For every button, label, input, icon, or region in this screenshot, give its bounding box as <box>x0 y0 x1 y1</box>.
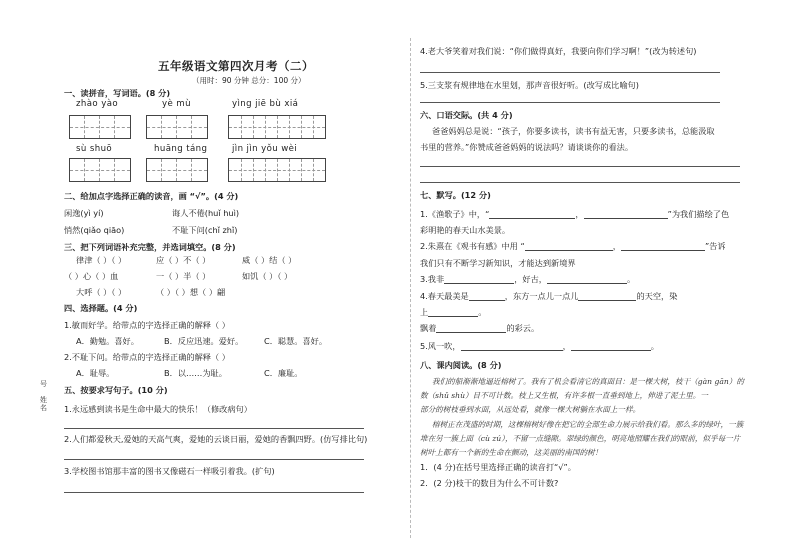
dictation-1 <box>420 209 729 219</box>
fill-blank[interactable] <box>547 275 627 284</box>
pinyin-1: zhào yào <box>76 99 119 109</box>
passage-line2: 数（shǔ shù）目不可计数。枝上又生根，有许多根一直垂到地上，伸进了泥土里。一 <box>420 391 708 400</box>
reading-choice-3[interactable]: 悄然(qiǎo qiāo) <box>64 225 125 235</box>
idiom-3[interactable]: 威（ ）结（ ） <box>242 255 297 265</box>
writing-box-3[interactable] <box>228 115 326 139</box>
dictation-1-comma: ， <box>575 209 584 219</box>
sentence-q5: 5.三支浆有规律地在水里划，那声音很好听。(改写成比喻句) <box>420 80 639 90</box>
side-label-number: 号 <box>40 380 47 388</box>
dictation-4-tail: 的天空，染 <box>636 291 678 301</box>
passage-line3: 部分的树枝垂到水面，从远处看，就像一棵大树躺在水面上一样。 <box>420 405 641 414</box>
dictation-4-cont <box>420 307 486 317</box>
dictation-2 <box>420 241 726 251</box>
dictation-2-comma: ， <box>612 241 621 251</box>
writing-box-5[interactable] <box>146 158 208 182</box>
section4-heading: 四、选择题。(4 分) <box>64 303 138 313</box>
passage-line6: 树叶上都有一个新的生命在颤动，这美丽的南国的树！ <box>420 448 603 457</box>
fill-blank[interactable] <box>584 210 668 219</box>
choice-q2: 2.不耻下问。给带点的字选择正确的解释（ ） <box>64 352 230 362</box>
sentence-q3: 3.学校图书馆那丰富的图书又像磁石一样吸引着我。(扩句) <box>64 466 275 476</box>
sentence-q4: 4.老大爷笑着对我们说：“你们做得真好，我要向你们学习啊！”(改为转述句) <box>420 46 697 56</box>
fill-blank[interactable] <box>489 210 575 219</box>
section6-heading: 六、口语交际。(共 4 分) <box>420 110 513 120</box>
fill-blank[interactable] <box>461 342 563 351</box>
choice-q2-option-b[interactable]: B．以……为耻。 <box>164 368 227 378</box>
writing-box-1[interactable] <box>69 115 131 139</box>
fill-blank[interactable] <box>525 242 613 251</box>
dictation-3 <box>420 274 635 284</box>
dictation-4-period: 。 <box>478 307 487 317</box>
fill-blank[interactable] <box>444 275 514 284</box>
pinyin-3: yìng jiē bù xiá <box>232 99 299 109</box>
dictation-2-lead: 2.朱熹在《观书有感》中用 “ <box>420 241 525 251</box>
choice-q1-option-a[interactable]: A．勤勉。喜好。 <box>76 336 139 346</box>
answer-line[interactable] <box>420 102 720 103</box>
dictation-4-end: 的彩云。 <box>506 323 540 333</box>
reading-q2: 2．(2 分)枝干的数目为什么不可计数? <box>420 478 559 488</box>
idiom-2[interactable]: 应（ ）不（ ） <box>156 255 211 265</box>
center-divider <box>410 38 411 538</box>
pinyin-2: yè mù <box>162 99 191 109</box>
idiom-6[interactable]: 如饥（ ）（ ） <box>242 271 293 281</box>
page-title: 五年级语文第四次月考（二） <box>158 59 314 73</box>
choice-q2-option-a[interactable]: A．耻辱。 <box>76 368 115 378</box>
idiom-7[interactable]: 大呼（ ）（ ） <box>76 287 127 297</box>
oral-prompt-line1: 爸爸妈妈总是说：“孩子，你要多读书，读书有益无害，只要多读书，总能汲取 <box>432 126 715 136</box>
choice-q1-option-c[interactable]: C．聪慧。喜好。 <box>264 336 328 346</box>
fill-blank[interactable] <box>571 342 651 351</box>
idiom-5[interactable]: 一（ ）半（ ） <box>156 271 211 281</box>
section7-heading: 七、默写。(12 分) <box>420 190 491 200</box>
pinyin-4: sù shuō <box>76 144 113 154</box>
dictation-4 <box>420 291 677 301</box>
oral-prompt-line2: 书里的营养。”你赞成爸爸妈妈的说法吗？请谈谈你的看法。 <box>420 142 634 152</box>
dictation-3-tail: 。 <box>626 274 636 284</box>
reading-choice-1[interactable]: 闲逸(yì yí) <box>64 208 104 218</box>
answer-line[interactable] <box>420 72 720 73</box>
pinyin-5: huāng táng <box>154 144 208 154</box>
answer-line[interactable] <box>64 459 364 460</box>
section5-heading: 五、按要求写句子。(10 分) <box>64 385 168 395</box>
choice-q1: 1.敏而好学。给带点的字选择正确的解释（ ） <box>64 320 230 330</box>
passage-line1: 我们的船渐渐地逼近榕树了。我有了机会看清它的真面目：是一棵大树，枝干（gàn gān）的 <box>432 377 744 386</box>
dictation-1-cont: 彩明艳的春天山水美景。 <box>420 225 511 235</box>
side-label-name: 姓名 <box>40 396 47 412</box>
dictation-5-period: 。 <box>650 341 659 351</box>
dictation-1-lead: 1.《渔歌子》中，“ <box>420 209 490 219</box>
dictation-1-tail: ”为我们描绘了色 <box>667 209 730 219</box>
writing-box-4[interactable] <box>69 158 131 182</box>
dictation-4-lead: 4.春天最美是 <box>420 291 469 301</box>
section2-heading: 二、给加点字选择正确的读音，画 “√”。(4 分) <box>64 191 239 201</box>
dictation-2-tail: ”告诉 <box>704 241 726 251</box>
dictation-5-comma: ， <box>562 341 571 351</box>
dictation-3-lead: 3.我非 <box>420 274 445 284</box>
answer-line[interactable] <box>64 492 364 493</box>
fill-blank[interactable] <box>578 292 636 301</box>
sentence-q2: 2.人们都爱秋天,爱她的天高气爽，爱她的云谈日丽，爱她的香飘四野。(仿写排比句) <box>64 434 368 444</box>
answer-line[interactable] <box>420 182 740 183</box>
choice-q2-option-c[interactable]: C．廉耻。 <box>264 368 303 378</box>
section3-heading: 三、把下列词语补充完整，并选词填空。(8 分) <box>64 242 236 252</box>
idiom-4[interactable]: （ ）心（ ）血 <box>64 271 119 281</box>
passage-line4: 榕树正在茂盛的时期，这棵榕树好像在把它的全部生命力展示给我们看。那么多的绿叶，一簇 <box>432 420 744 429</box>
writing-box-6[interactable] <box>228 158 326 182</box>
dictation-2-cont: 我们只有不断学习新知识，才能达到新境界 <box>420 258 576 268</box>
dictation-5-lead: 5.风一吹， <box>420 341 461 351</box>
idiom-8[interactable]: （ ）（ ）想（ ）翩 <box>156 287 226 297</box>
fill-blank[interactable] <box>436 324 506 333</box>
choice-q1-option-b[interactable]: B．反应迅速。爱好。 <box>164 336 244 346</box>
dictation-5 <box>420 341 659 351</box>
reading-choice-2[interactable]: 诲人不倦(huǐ huì) <box>172 208 240 218</box>
fill-blank[interactable] <box>428 308 478 317</box>
answer-line[interactable] <box>420 166 740 167</box>
fill-blank[interactable] <box>621 242 705 251</box>
idiom-1[interactable]: 律津（ ）（ ） <box>76 255 127 265</box>
reading-q1: 1．(4 分)在括号里选择正确的读音打“√”。 <box>420 462 576 472</box>
dictation-4-mid: ，东方一点儿一点儿 <box>504 291 579 301</box>
reading-choice-4[interactable]: 不耻下问(chǐ zhǐ) <box>172 225 238 235</box>
writing-box-2[interactable] <box>146 115 208 139</box>
section1-heading: 一、读拼音，写词语。(8 分) <box>64 88 171 98</box>
fill-blank[interactable] <box>469 292 505 301</box>
pinyin-6: jìn jìn yǒu wèi <box>232 144 298 154</box>
sentence-q1: 1.永远感到读书是生命中最大的快乐！（修改病句） <box>64 404 252 414</box>
page-subtitle: （用时：90 分钟 总分：100 分） <box>192 76 306 85</box>
section8-heading: 八、课内阅读。(8 分) <box>420 360 502 370</box>
dictation-3-mid: ，好古， <box>514 274 547 284</box>
passage-line5: 堆在另一簇上面（cù zú），不留一点缝隙。翠绿的颜色，明亮地照耀在我们的眼前，似乎每一片 <box>420 434 741 443</box>
dictation-4-cont2 <box>420 323 539 333</box>
dictation-4-piao: 飘着 <box>420 323 437 333</box>
answer-line[interactable] <box>64 428 364 429</box>
dictation-4-shang: 上 <box>420 307 429 317</box>
